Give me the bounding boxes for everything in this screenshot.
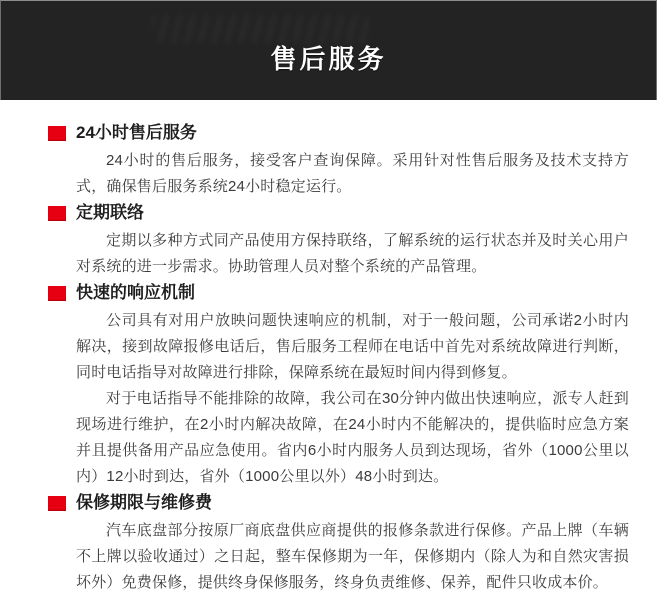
section-heading: 快速的响应机制 <box>76 283 195 302</box>
section-rapid-response <box>48 283 629 490</box>
red-square-bullet-icon <box>48 206 66 221</box>
section-heading-row <box>48 493 629 513</box>
section-24h-service <box>48 123 629 200</box>
red-square-bullet-icon <box>48 286 66 301</box>
section-warranty-terms <box>48 493 629 596</box>
section-paragraph: 对于电话指导不能排除的故障，我公司在30分钟内做出快速响应，派专人赶到现场进行维护，在2小时内解决故障，在24小时内不能解决的，提供临时应急方案并且提供备用产品应急使用。省内6小时内服务人员到达现场，省外（1000公里以内）12小时到达，省外（1000公里以外）48小时到达。 <box>76 390 629 485</box>
section-regular-contact <box>48 203 629 280</box>
section-heading-row <box>48 283 629 303</box>
red-square-bullet-icon <box>48 126 66 141</box>
page-title: 售后服务 <box>270 44 387 74</box>
section-paragraph: 24小时的售后服务，接受客户查询保障。采用针对性售后服务及技术支持方式，确保售后服务系统24小时稳定运行。 <box>76 152 629 195</box>
header-watermark <box>151 15 369 43</box>
section-paragraph: 定期以多种方式同产品使用方保持联络，了解系统的运行状态并及时关心用户对系统的进一步需求。协助管理人员对整个系统的产品管理。 <box>76 232 629 275</box>
section-heading-row <box>48 203 629 223</box>
content-area <box>0 100 657 596</box>
section-heading: 24小时售后服务 <box>76 123 197 142</box>
section-paragraph: 汽车底盘部分按原厂商底盘供应商提供的报修条款进行保修。产品上牌（车辆不上牌以验收通过）之日起，整车保修期为一年，保修期内（除人为和自然灾害损坏外）免费保修，提供终身保修服务，终身负责维修、保养，配件只收成本价。 <box>76 522 629 591</box>
page-header-banner <box>0 0 657 100</box>
section-paragraph: 公司具有对用户放映问题快速响应的机制，对于一般问题，公司承诺2小时内解决，接到故障报修电话后，售后服务工程师在电话中首先对系统故障进行判断，同时电话指导对故障进行排除，保障系统在最短时间内得到修复。 <box>76 312 629 381</box>
red-square-bullet-icon <box>48 496 66 511</box>
section-heading: 保修期限与维修费 <box>76 493 212 512</box>
section-heading: 定期联络 <box>76 203 144 222</box>
section-heading-row <box>48 123 629 143</box>
